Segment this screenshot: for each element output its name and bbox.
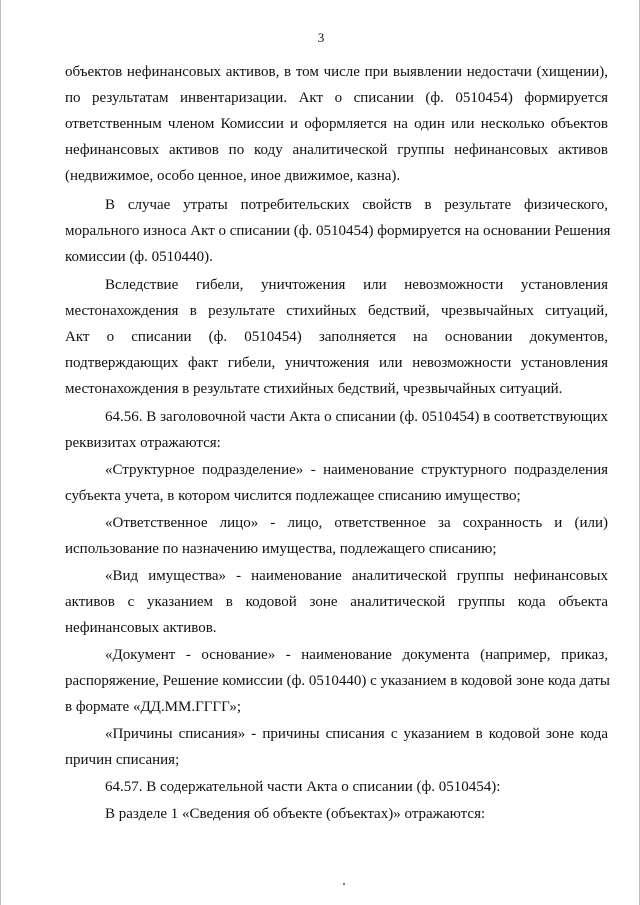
text-line: комиссии (ф. 0510440). [65,249,213,265]
text-line: «Вид имущества» - наименование аналитической группы нефинансовых [105,568,608,584]
text-line: ответственным членом Комиссии и оформляется на один или несколько объектов [65,116,608,132]
text-line: распоряжение, Решение комиссии (ф. 0510440) с указанием в кодовой зоне кода даты [65,673,611,689]
text-line: субъекта учета, в котором числится подлежащее списанию имущество; [65,488,521,504]
text-line: (недвижимое, особо ценное, иное движимое, казна). [65,168,401,184]
text-line: причин списания; [65,752,180,768]
text-line: «Причины списания» - причины списания с указанием в кодовой зоне кода [105,726,608,742]
text-line: нефинансовых активов по коду аналитической группы нефинансовых активов [65,142,608,158]
text-line: по результатам инвентаризации. Акт о списании (ф. 0510454) формируется [65,90,608,106]
text-line: «Структурное подразделение» - наименование структурного подразделения [105,462,608,478]
text-line: В случае утраты потребительских свойств в результате физического, [105,197,608,213]
page-number: 3 [317,30,325,45]
text-line: «Ответственное лицо» - лицо, ответственное за сохранность и (или) [105,515,608,531]
text-line: морального износа Акт о списании (ф. 0510454) формируется на основании Решения [65,223,611,239]
text-line: В разделе 1 «Сведения об объекте (объектах)» отражаются: [105,806,486,822]
text-line: Акт о списании (ф. 0510454) заполняется на основании документов, [65,329,608,345]
text-line: активов с указанием в кодовой зоне аналитической группы кода объекта [65,594,608,610]
text-line: 64.56. В заголовочной части Акта о списании (ф. 0510454) в соответствующих [105,409,608,425]
text-line: 64.57. В содержательной части Акта о списании (ф. 0510454): [105,779,501,795]
text-line: нефинансовых активов. [65,620,217,636]
text-line: Вследствие гибели, уничтожения или невозможности установления [105,277,608,293]
text-line: «Документ - основание» - наименование документа (например, приказ, [105,647,608,663]
text-line: использование по назначению имущества, подлежащего списанию; [65,541,497,557]
text-line: в формате «ДД.ММ.ГГГГ»; [65,699,242,715]
text-line: реквизитах отражаются: [65,435,221,451]
text-line: местонахождения в результате стихийных бедствий, чрезвычайных ситуаций. [65,381,563,397]
text-line: подтверждающих факт гибели, уничтожения или невозможности установления [65,355,608,371]
text-line: местонахождения в результате стихийных бедствий, чрезвычайных ситуаций, [65,303,608,319]
scan-artifact [343,883,345,885]
text-line: объектов нефинансовых активов, в том числе при выявлении недостачи (хищении), [65,64,608,80]
